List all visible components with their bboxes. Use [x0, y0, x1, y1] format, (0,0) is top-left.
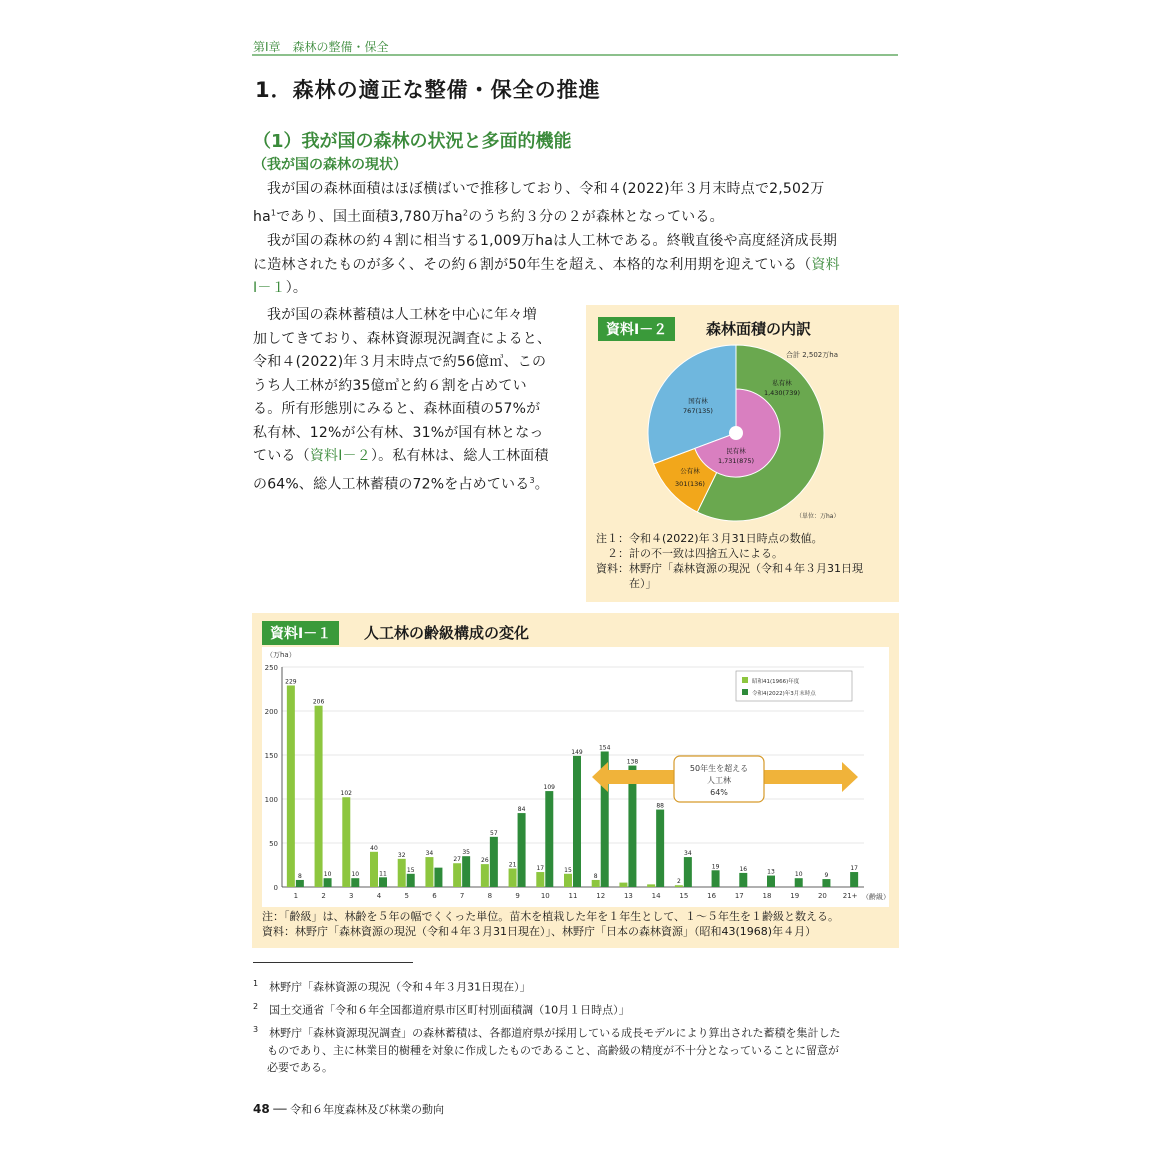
- bar-2022: [795, 878, 803, 887]
- x-tick-label: 9: [515, 892, 520, 900]
- footnote-num: 2: [253, 1002, 259, 1011]
- x-tick-label: 19: [790, 892, 800, 900]
- bar-data-label: 102: [340, 790, 353, 798]
- bar-1966: [564, 874, 572, 887]
- bar-data-label: 34: [425, 850, 434, 858]
- footnote-text-cont: 必要である。: [267, 1060, 333, 1074]
- bar-data-label: 206: [312, 698, 325, 706]
- legend-swatch-1966: [742, 677, 748, 683]
- pie-label-minyu: 民有林: [726, 447, 746, 455]
- bar-data-label: 8: [297, 872, 302, 880]
- x-tick-label: 18: [762, 892, 772, 900]
- x-axis-label: （齢級）: [862, 893, 890, 901]
- figure-label: 資料Ⅰ－１: [262, 621, 339, 645]
- bar-1966: [453, 863, 461, 887]
- bar-data-label: 229: [285, 678, 297, 686]
- pie-value-public: 301(136): [675, 480, 705, 488]
- footnote-text: 林野庁「森林資源現況調査」の森林蓄積は、各都道府県が採用している成長モデルにより算出された蓄積を集計した: [269, 1026, 841, 1040]
- legend: [736, 671, 852, 701]
- bar-2022: [518, 813, 526, 887]
- bar-2022: [351, 878, 359, 887]
- header-rule: [252, 54, 898, 56]
- bar-data-label: 88: [656, 802, 664, 810]
- bar-data-label: 34: [684, 850, 692, 858]
- bar-1966: [647, 884, 655, 887]
- pie-center-hole: [729, 426, 743, 440]
- y-tick-label: 250: [264, 664, 278, 672]
- bar-1966: [592, 880, 600, 887]
- footnote-3: [253, 1021, 899, 1076]
- x-tick-label: 11: [568, 892, 578, 900]
- figure-bar-age-class: [252, 613, 899, 948]
- para1-line2: $ha^1$: [253, 208, 277, 226]
- footnote-text: 国土交通省「令和６年全国都道府県市区町村別面積調（10月１日時点）」: [269, 1003, 630, 1017]
- bar-data-label: 26: [481, 857, 489, 865]
- x-tick-label: 17: [734, 892, 744, 900]
- pie-note-source-cont: 在）」: [596, 577, 657, 590]
- bar-data-label: 17: [536, 865, 545, 873]
- para2-line3: ）。: [285, 280, 308, 296]
- paragraph-forest-stock: [253, 304, 573, 497]
- bar-1966: [287, 685, 295, 887]
- subsubsection-title: （我が国の森林の現状）: [253, 157, 407, 173]
- page-number: 48: [253, 1102, 270, 1116]
- annotation-line2: 人工林: [707, 776, 731, 785]
- bar-2022: [545, 791, 553, 887]
- bar-1966: [342, 797, 350, 887]
- bar-data-label: 9: [824, 872, 829, 880]
- bar-chart: [252, 613, 899, 909]
- y-axis-label: （万ha）: [266, 651, 296, 659]
- x-tick-label: 20: [817, 892, 827, 900]
- para2-line1: 我が国の森林の約４割に相当する1,009万haは人工林である。終戦直後や高度経済成長期: [267, 233, 838, 249]
- annotation-line1: 50年生を超える: [689, 764, 749, 773]
- footer-text: ── 令和６年度森林及び林業の動向: [273, 1103, 444, 1116]
- bar-2022: [767, 876, 775, 887]
- bar-note: 注：「齢級」は、林齢を５年の幅でくくった単位。苗木を植栽した年を１年生として、１～５年生を１齢級と数える。: [262, 910, 840, 923]
- para2-line2: に造林されたものが多く、その約６割が50年生を超え、本格的な利用期を迎えている（: [253, 256, 812, 273]
- bar-1966: [370, 852, 378, 887]
- x-tick-label: 15: [679, 892, 689, 900]
- bar-data-label: 154: [598, 744, 611, 752]
- pie-chart: [586, 305, 899, 531]
- bar-2022: [434, 868, 442, 887]
- footnote-rule: [253, 962, 413, 963]
- bar-data-label: 21: [508, 861, 517, 869]
- para3-line6: 私有林、12%が公有林、31%が国有林となっ: [253, 424, 544, 441]
- bar-2022: [324, 878, 332, 887]
- bar-data-label: 16: [739, 865, 748, 873]
- para3-line1: 我が国の森林蓄積は人工林を中心に年々増: [267, 307, 537, 323]
- bar-data-label: 10: [794, 871, 803, 879]
- annotation-line3: 64%: [710, 788, 728, 797]
- figure-title: 森林面積の内訳: [706, 320, 812, 338]
- x-tick-label: 5: [404, 892, 409, 900]
- bar-1966: [425, 857, 433, 887]
- bar-data-label: 84: [517, 806, 526, 814]
- bar-data-label: 27: [453, 856, 461, 864]
- figure-link-1-2[interactable]: 資料Ⅰ－２: [309, 448, 371, 464]
- y-tick-label: 200: [264, 708, 278, 716]
- pie-unit: （単位：万ha）: [796, 513, 840, 520]
- figure-link[interactable]: 資料: [811, 256, 840, 273]
- bar-data-label: 15: [564, 866, 572, 874]
- pie-label-public: 公有林: [680, 467, 700, 475]
- bar-2022: [296, 880, 304, 887]
- x-tick-label: 1: [293, 892, 299, 900]
- footnote-2: [253, 998, 899, 1019]
- para3-line7b: ）。私有林は、総人工林面積: [370, 448, 549, 464]
- x-tick-label: 6: [432, 892, 437, 900]
- para3-line8end: 。: [534, 476, 549, 493]
- x-tick-label: 10: [540, 892, 550, 900]
- footnote-ref-3[interactable]: 3: [529, 475, 535, 485]
- bar-data-label: 15: [406, 866, 415, 874]
- bar-data-label: 19: [711, 863, 720, 871]
- figure-label: 資料Ⅰ－２: [598, 317, 675, 341]
- y-tick-label: 100: [264, 796, 278, 804]
- chapter-header: 第Ⅰ章 森林の整備・保全: [253, 40, 389, 54]
- bar-data-label: 13: [767, 868, 775, 876]
- bar-1966: [398, 859, 406, 887]
- para3-line7a: ている（: [253, 448, 310, 464]
- bar-2022: [712, 870, 720, 887]
- bar-1966: [509, 869, 517, 887]
- y-tick-label: 150: [264, 752, 278, 760]
- bar-data-label: 109: [543, 784, 556, 792]
- pie-note-1: 注１：令和４(2022)年３月31日時点の数値。: [596, 532, 823, 545]
- legend-swatch-2022: [742, 689, 748, 695]
- pie-value-private: 1,430(739): [763, 389, 801, 397]
- section-title: 1．森林の適正な整備・保全の推進: [255, 78, 601, 102]
- bar-2022: [684, 857, 692, 887]
- bar-1966: [675, 885, 683, 887]
- paragraph-forest-area: [253, 178, 899, 230]
- para3-line2: 加してきており、森林資源現況調査によると、: [253, 330, 552, 347]
- para1-line2-text: であり、国土面積3,780万$ha^2$のうち約３分の２が森林となっている。: [276, 208, 724, 226]
- bar-data-label: 32: [397, 851, 406, 859]
- bar-data-label: 10: [323, 871, 332, 879]
- bar-data-label: 17: [850, 865, 858, 873]
- footnote-1: [253, 975, 899, 996]
- pie-note-2: ２：計の不一致は四捨五入による。: [596, 547, 783, 560]
- bar-2022: [850, 872, 858, 887]
- bar-2022: [822, 879, 830, 887]
- subsection-title: （1）我が国の森林の状況と多面的機能: [253, 131, 572, 152]
- x-tick-label: 14: [651, 892, 661, 900]
- bar-data-label: 138: [626, 758, 639, 766]
- pie-value-national: 767(135): [683, 407, 713, 415]
- bar-2022: [462, 856, 470, 887]
- x-tick-label: 12: [596, 892, 606, 900]
- bar-1966: [619, 883, 627, 887]
- paragraph-plantation: [253, 230, 899, 301]
- bar-data-label: 35: [462, 849, 470, 857]
- bar-2022: [573, 756, 581, 887]
- bar-data-label: 149: [571, 748, 583, 756]
- legend-label-1966: 昭和41(1966)年度: [752, 679, 800, 685]
- pie-notes: [596, 531, 896, 591]
- bar-2022: [379, 877, 387, 887]
- para3-line5: る。所有形態別にみると、森林面積の57%が: [253, 401, 541, 417]
- bar-data-label: 11: [379, 870, 387, 878]
- bar-notes: [262, 909, 902, 939]
- x-tick-label: 2: [321, 892, 326, 900]
- bar-2022: [407, 874, 415, 887]
- pie-label-private: 私有林: [772, 379, 792, 387]
- x-tick-label: 3: [349, 892, 354, 900]
- pie-total: 合計 2,502万ha: [786, 351, 838, 359]
- x-tick-label: 8: [487, 892, 493, 900]
- para3-line3: 令和４(2022)年３月末時点で約56億㎥、この: [253, 354, 547, 370]
- para1-line1: 我が国の森林面積はほぼ横ばいで推移しており、令和４(2022)年３月末時点で2,502万: [267, 181, 825, 197]
- bar-2022: [656, 810, 664, 887]
- para3-line8: の64%、総人工林蓄積の72%を占めている: [253, 476, 530, 493]
- bar-2022: [490, 837, 498, 887]
- bar-note-source: 資料：林野庁「森林資源の現況（令和４年３月31日現在）」、林野庁「日本の森林資源」（昭和43(1968)年４月）: [262, 925, 817, 938]
- x-tick-label: 16: [707, 892, 717, 900]
- para3-line4: うち人工林が約35億㎥と約６割を占めてい: [253, 377, 527, 394]
- bar-1966: [481, 864, 489, 887]
- pie-label-national: 国有林: [688, 397, 708, 405]
- figure-pie-forest-area: [586, 305, 899, 602]
- bar-data-label: 57: [490, 829, 498, 837]
- footnote-text: 林野庁「森林資源の現況（令和４年３月31日現在）」: [269, 980, 531, 994]
- bar-2022: [739, 873, 747, 887]
- bar-1966: [536, 872, 544, 887]
- figure-title: 人工林の齢級構成の変化: [364, 624, 530, 642]
- bar-data-label: 40: [370, 844, 378, 852]
- x-tick-label: 13: [623, 892, 633, 900]
- page-footer: [253, 1101, 444, 1117]
- pie-value-minyu: 1,731(875): [717, 457, 755, 465]
- x-tick-label: 4: [376, 892, 382, 900]
- x-tick-label: 21+: [842, 892, 858, 900]
- figure-link-1-1[interactable]: Ⅰ－１: [253, 280, 286, 296]
- y-tick-label: 50: [269, 840, 278, 848]
- footnote-num: 3: [253, 1025, 259, 1034]
- bar-data-label: 2: [676, 878, 681, 886]
- footnote-num: 1: [253, 979, 259, 988]
- bar-data-label: 8: [593, 872, 598, 880]
- legend-label-2022: 令和4(2022)年3月末時点: [752, 691, 816, 697]
- bar-1966: [315, 706, 323, 887]
- x-tick-label: 7: [459, 892, 465, 900]
- y-tick-label: 0: [273, 884, 278, 892]
- pie-note-source: 資料：林野庁「森林資源の現況（令和４年３月31日現: [596, 562, 863, 575]
- footnote-text-cont: ものであり、主に林業目的樹種を対象に作成したものであること、高齢級の精度が不十分となっていることに留意が: [267, 1043, 839, 1057]
- bar-data-label: 10: [351, 871, 360, 879]
